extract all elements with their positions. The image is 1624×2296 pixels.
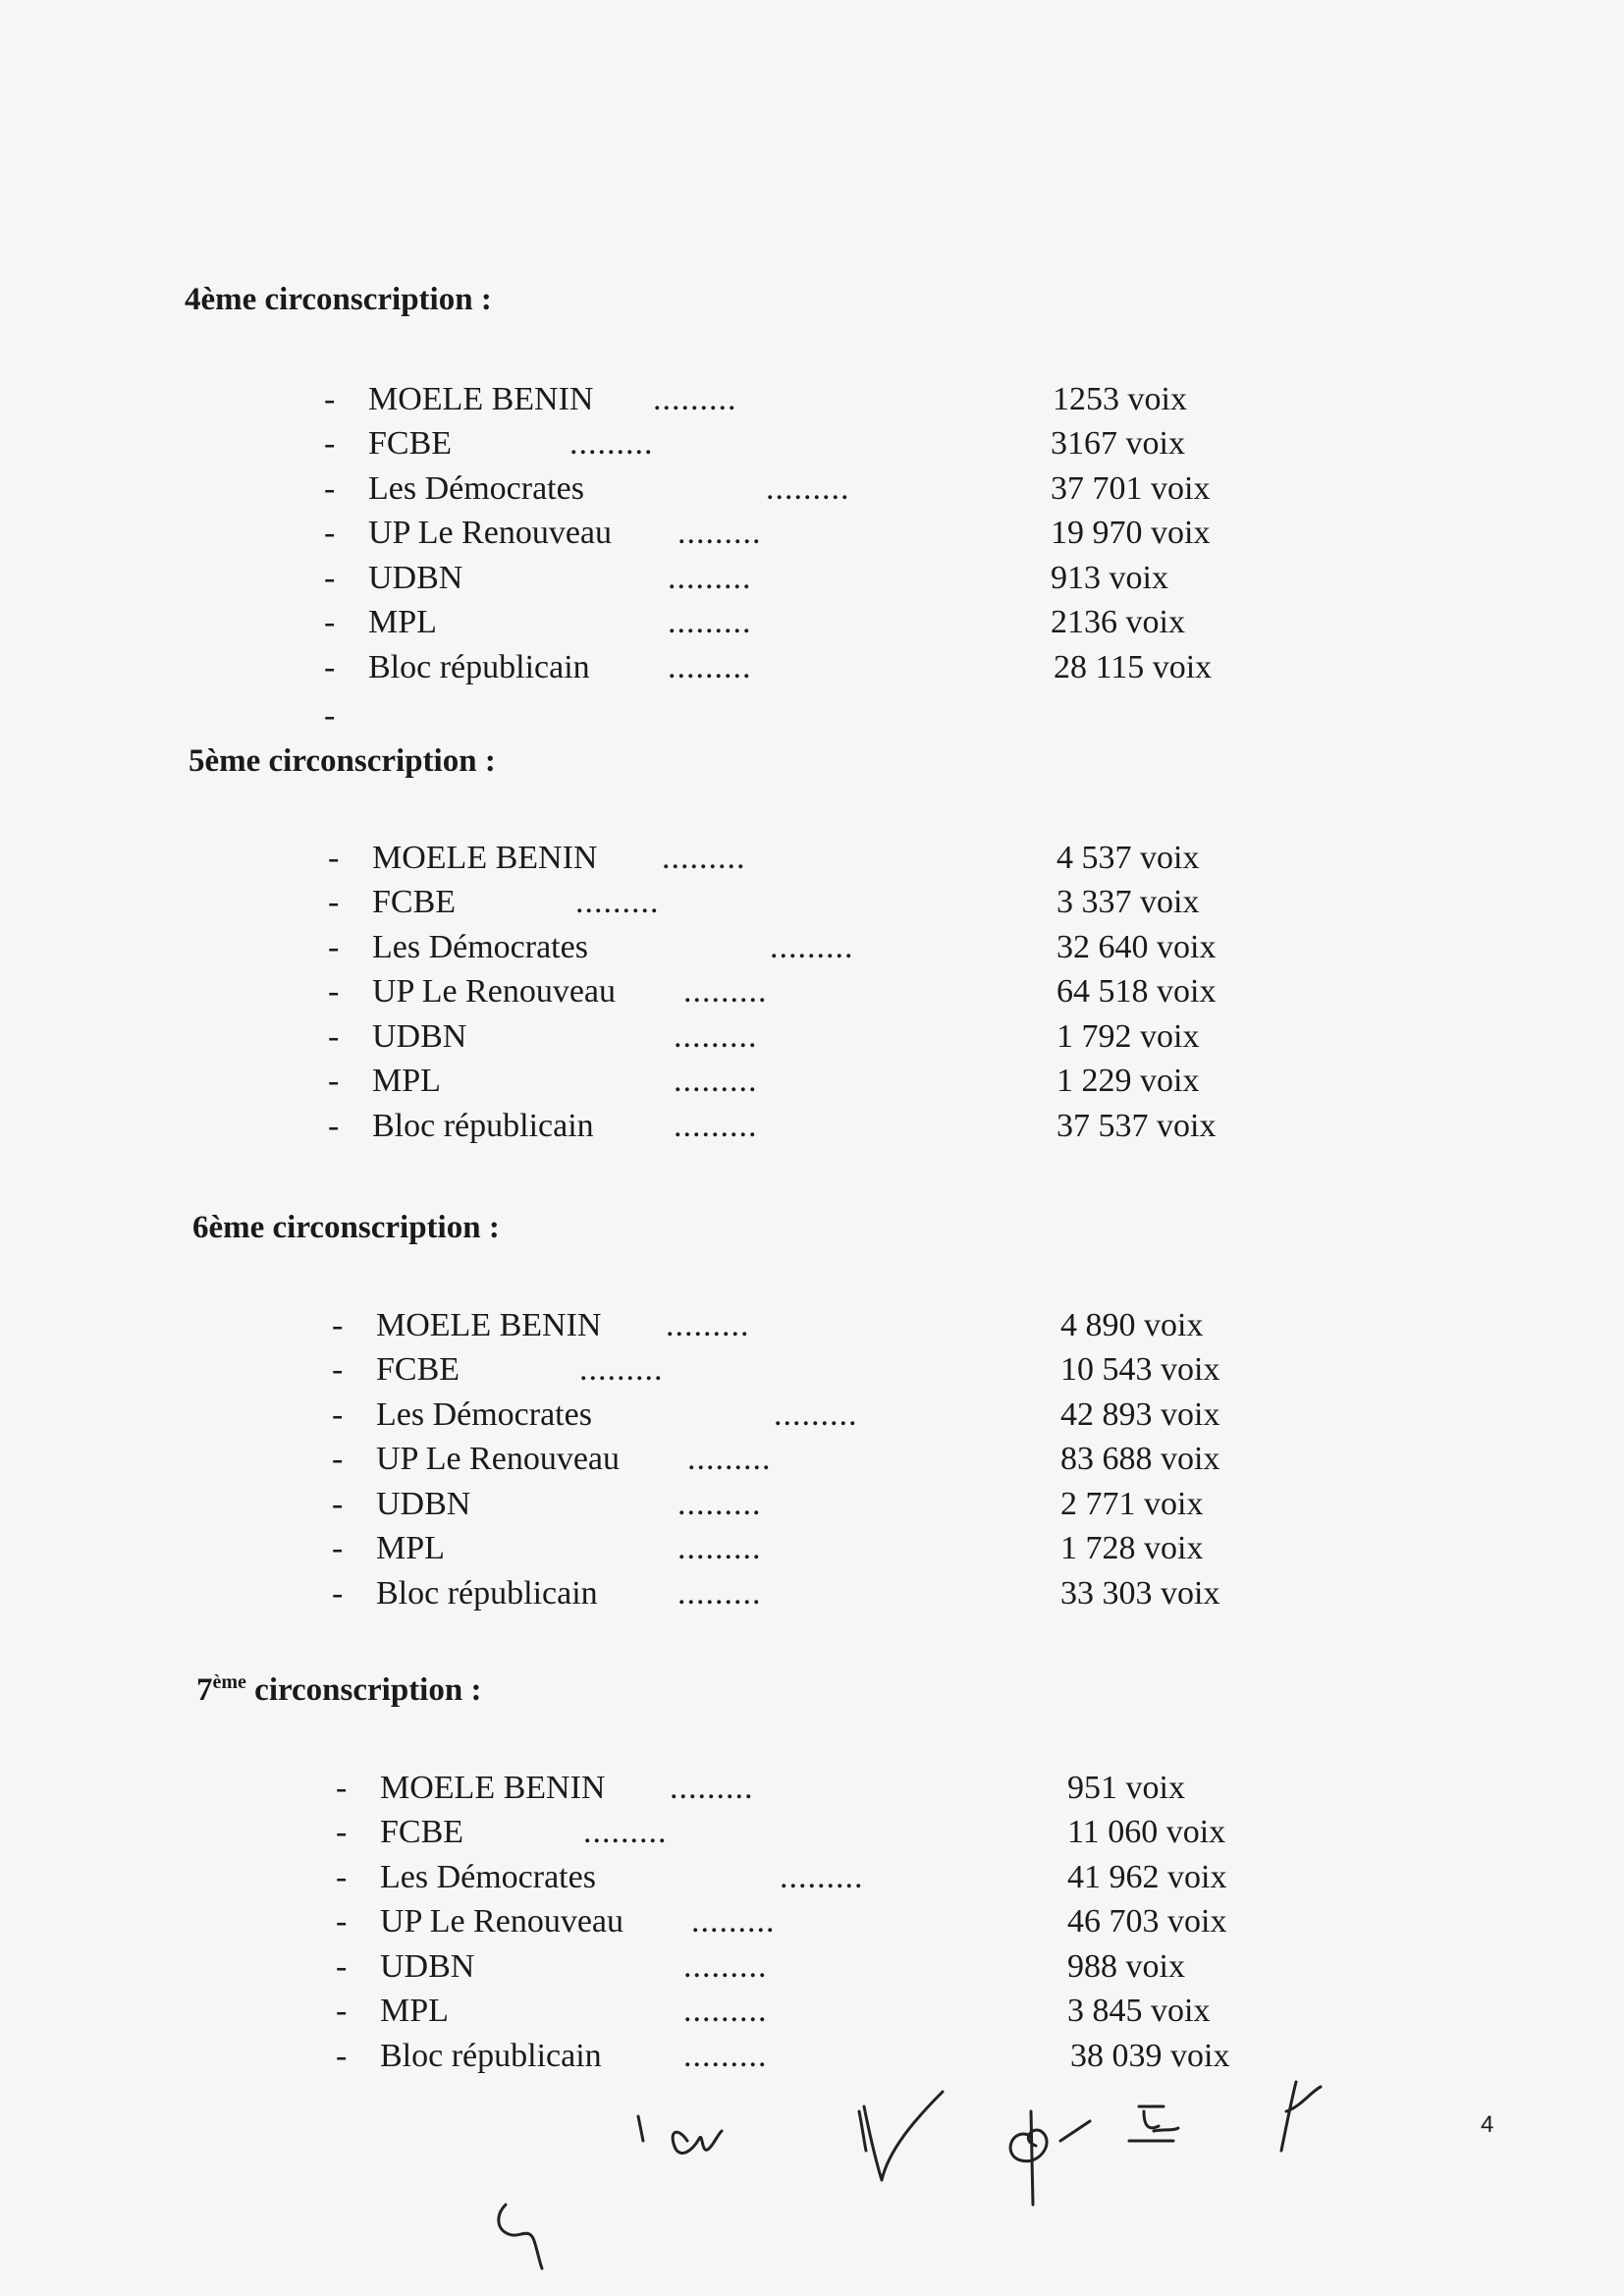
party-name: MPL [372, 1063, 441, 1099]
list-dash: - [332, 1307, 344, 1343]
table-row [324, 381, 1306, 426]
list-dash: - [324, 604, 336, 640]
list-dash: - [324, 425, 336, 462]
vote-count: 46 703 voix [1067, 1903, 1227, 1940]
vote-count: 2 771 voix [1060, 1486, 1204, 1522]
list-dash: - [336, 1859, 348, 1895]
party-name: UP Le Renouveau [368, 515, 613, 551]
party-name: Les Démocrates [376, 1396, 592, 1433]
table-row [328, 929, 1310, 974]
signature-stroke [673, 2131, 722, 2154]
table-row [328, 884, 1310, 929]
leader-dots: ......... [774, 1396, 858, 1433]
leader-dots: ......... [691, 1903, 776, 1940]
party-name: MPL [376, 1530, 445, 1566]
leader-dots: ......... [670, 1770, 754, 1806]
list-dash: - [328, 884, 340, 920]
vote-count: 19 970 voix [1051, 515, 1211, 551]
leader-dots: ......... [668, 560, 752, 596]
party-name: MPL [368, 604, 437, 640]
list-dash: - [324, 381, 336, 417]
party-name: MOELE BENIN [372, 840, 598, 876]
vote-count: 37 701 voix [1051, 470, 1211, 507]
leader-dots: ......... [674, 1063, 758, 1099]
leader-dots: ......... [668, 649, 752, 685]
leader-dots: ......... [770, 929, 854, 965]
vote-count: 4 537 voix [1056, 840, 1200, 876]
leader-dots: ......... [583, 1814, 668, 1850]
leader-dots: ......... [653, 381, 737, 417]
section-heading: 4ème circonscription : [185, 282, 492, 317]
vote-count: 83 688 voix [1060, 1441, 1220, 1477]
table-row [328, 1108, 1310, 1153]
leader-dots: ......... [677, 515, 762, 551]
leader-dots: ......... [780, 1859, 864, 1895]
vote-count: 913 voix [1051, 560, 1168, 596]
vote-count: 4 890 voix [1060, 1307, 1204, 1343]
vote-count: 3 845 voix [1067, 1993, 1211, 2029]
table-row [324, 560, 1306, 605]
list-dash: - [328, 929, 340, 965]
vote-count: 1 229 voix [1056, 1063, 1200, 1099]
leader-dots: ......... [683, 973, 768, 1010]
vote-count: 951 voix [1067, 1770, 1185, 1806]
table-row [324, 649, 1306, 694]
list-dash: - [332, 1396, 344, 1433]
leader-dots: ......... [666, 1307, 750, 1343]
party-name: MOELE BENIN [380, 1770, 606, 1806]
party-name: Les Démocrates [380, 1859, 596, 1895]
table-row [328, 1018, 1310, 1064]
table-row [324, 515, 1306, 560]
table-row [336, 1993, 1318, 2038]
table-row [332, 1530, 1314, 1575]
table-row [336, 1948, 1318, 1994]
table-row [328, 1063, 1310, 1108]
table-row [328, 840, 1310, 885]
table-row [332, 1441, 1314, 1486]
vote-count: 28 115 voix [1054, 649, 1213, 685]
table-row [332, 1396, 1314, 1442]
page-number: 4 [1481, 2111, 1494, 2138]
table-row [332, 1575, 1314, 1620]
list-dash: - [336, 1770, 348, 1806]
table-row [336, 1814, 1318, 1859]
party-name: UDBN [380, 1948, 475, 1985]
table-row [336, 2038, 1318, 2083]
table-row [332, 1307, 1314, 1352]
list-dash: - [324, 515, 336, 551]
leader-dots: ......... [683, 1948, 768, 1985]
list-dash: - [332, 1351, 344, 1388]
list-dash: - [336, 1814, 348, 1850]
table-row [332, 1351, 1314, 1396]
leader-dots: ......... [677, 1530, 762, 1566]
vote-count: 42 893 voix [1060, 1396, 1220, 1433]
table-row [324, 470, 1306, 516]
party-name: UDBN [372, 1018, 467, 1055]
vote-count: 10 543 voix [1060, 1351, 1220, 1388]
list-dash: - [324, 649, 336, 685]
list-dash: - [324, 560, 336, 596]
leader-dots: ......... [683, 1993, 768, 2029]
leader-dots: ......... [674, 1108, 758, 1144]
leader-dots: ......... [674, 1018, 758, 1055]
list-dash: - [336, 2038, 348, 2074]
party-name: MOELE BENIN [368, 381, 594, 417]
list-dash: - [332, 1575, 344, 1612]
vote-count: 1253 voix [1053, 381, 1187, 417]
table-row [336, 1770, 1318, 1815]
leader-dots: ......... [766, 470, 850, 507]
vote-count: 38 039 voix [1070, 2038, 1230, 2074]
party-name: FCBE [380, 1814, 464, 1850]
vote-count: 41 962 voix [1067, 1859, 1227, 1895]
leader-dots: ......... [579, 1351, 664, 1388]
vote-count: 3 337 voix [1056, 884, 1200, 920]
leader-dots: ......... [668, 604, 752, 640]
table-row [324, 604, 1306, 649]
party-name: MOELE BENIN [376, 1307, 602, 1343]
party-name: FCBE [376, 1351, 460, 1388]
list-dash: - [336, 1993, 348, 2029]
party-name: Les Démocrates [368, 470, 584, 507]
list-dash: - [328, 1108, 340, 1144]
stray-dash: - [324, 697, 336, 734]
leader-dots: ......... [569, 425, 654, 462]
vote-count: 64 518 voix [1056, 973, 1217, 1010]
party-name: Bloc républicain [380, 2038, 602, 2074]
party-name: UP Le Renouveau [380, 1903, 624, 1940]
list-dash: - [336, 1903, 348, 1940]
section-heading: 7ème circonscription : [196, 1671, 482, 1708]
list-dash: - [328, 1063, 340, 1099]
list-dash: - [328, 1018, 340, 1055]
section-heading: 5ème circonscription : [189, 743, 496, 779]
vote-count: 33 303 voix [1060, 1575, 1220, 1612]
leader-dots: ......... [677, 1486, 762, 1522]
party-name: Les Démocrates [372, 929, 588, 965]
vote-count: 3167 voix [1051, 425, 1185, 462]
vote-count: 2136 voix [1051, 604, 1185, 640]
table-row [328, 973, 1310, 1018]
party-name: Bloc républicain [372, 1108, 594, 1144]
party-name: UP Le Renouveau [372, 973, 617, 1010]
party-name: Bloc républicain [368, 649, 590, 685]
vote-count: 1 728 voix [1060, 1530, 1204, 1566]
vote-count: 32 640 voix [1056, 929, 1217, 965]
party-name: FCBE [368, 425, 453, 462]
section-heading: 6ème circonscription : [192, 1210, 500, 1245]
list-dash: - [328, 840, 340, 876]
party-name: UP Le Renouveau [376, 1441, 621, 1477]
leader-dots: ......... [677, 1575, 762, 1612]
list-dash: - [332, 1486, 344, 1522]
list-dash: - [332, 1441, 344, 1477]
list-dash: - [332, 1530, 344, 1566]
list-dash: - [336, 1948, 348, 1985]
vote-count: 1 792 voix [1056, 1018, 1200, 1055]
table-row [336, 1859, 1318, 1904]
list-dash: - [328, 973, 340, 1010]
party-name: FCBE [372, 884, 457, 920]
vote-count: 11 060 voix [1067, 1814, 1226, 1850]
vote-count: 988 voix [1067, 1948, 1185, 1985]
table-row [332, 1486, 1314, 1531]
party-name: UDBN [368, 560, 463, 596]
leader-dots: ......... [687, 1441, 772, 1477]
leader-dots: ......... [662, 840, 746, 876]
party-name: UDBN [376, 1486, 471, 1522]
vote-count: 37 537 voix [1056, 1108, 1217, 1144]
leader-dots: ......... [683, 2038, 768, 2074]
table-row [336, 1903, 1318, 1948]
party-name: MPL [380, 1993, 449, 2029]
list-dash: - [324, 470, 336, 507]
leader-dots: ......... [575, 884, 660, 920]
table-row [324, 425, 1306, 470]
party-name: Bloc républicain [376, 1575, 598, 1612]
